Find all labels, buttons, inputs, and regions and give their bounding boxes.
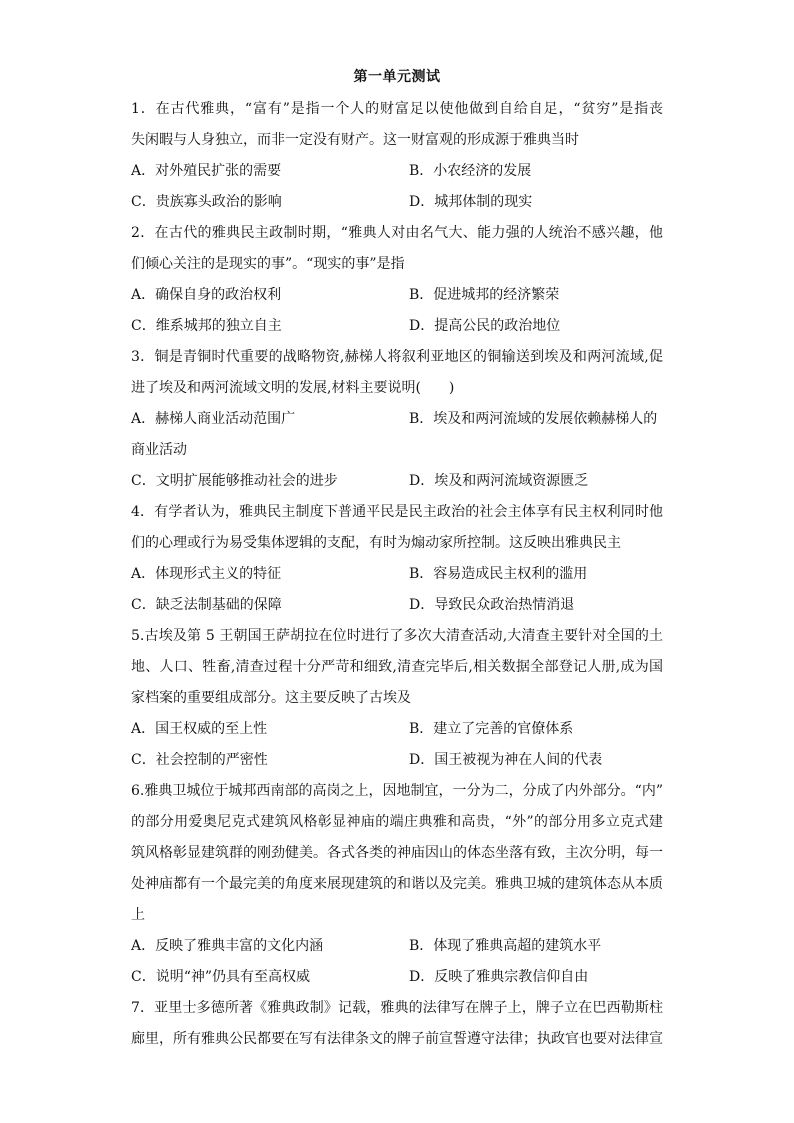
q4-option-c: C．缺乏法制基础的保障	[131, 597, 282, 613]
q2-stem-line-2: 们倾心关注的是现实的事”。“现实的事”是指	[131, 256, 405, 272]
q3-option-a: A．赫梯人商业活动范围广	[131, 411, 296, 427]
q5-option-a: A．国王权威的至上性	[131, 721, 268, 737]
q2-option-b: B．促进城邦的经济繁荣	[409, 287, 560, 303]
q5-option-c: C．社会控制的严密性	[131, 752, 268, 768]
q7-stem-line-2: 廊里，所有雅典公民都要在写有法律条文的牌子前宣誓遵守法律；执政官也要对法律宣	[131, 1031, 663, 1047]
q7-stem-line-1: 7．亚里士多德所著《雅典政制》记载，雅典的法律写在牌子上，牌子立在巴西勒斯柱	[131, 1000, 663, 1016]
q3-stem-line-1: 3．铜是青铜时代重要的战略物资,赫梯人将叙利亚地区的铜输送到埃及和两河流域,促	[131, 349, 663, 365]
q6-option-c: C．说明“神”仍具有至高权威	[131, 969, 311, 985]
q1-stem-line-2: 失闲暇与人身独立，而非一定没有财产。这一财富观的形成源于雅典当时	[131, 132, 579, 148]
q4-option-b: B．容易造成民主权利的滥用	[409, 566, 588, 582]
page-title: 第一单元测试	[353, 69, 441, 85]
q2-option-c: C．维系城邦的独立自主	[131, 318, 282, 334]
q6-stem-line-5: 上	[131, 907, 145, 923]
q2-option-d: D．提高公民的政治地位	[409, 318, 561, 334]
q6-stem-line-1: 6.雅典卫城位于城邦西南部的高岗之上，因地制宜，一分为二，分成了内外部分。“内”	[131, 783, 663, 799]
q4-option-d: D．导致民众政治热情消退	[409, 597, 575, 613]
q6-option-b: B．体现了雅典高超的建筑水平	[409, 938, 602, 954]
q5-stem-line-1: 5.古埃及第 5 王朝国王萨胡拉在位时进行了多次大清查活动,大清查主要针对全国的土	[131, 628, 663, 644]
q2-stem-line-1: 2．在古代的雅典民主政制时期，“雅典人对由名气大、能力强的人统治不感兴趣，他	[131, 225, 663, 241]
q3-stem-line-2: 进了埃及和两河流域文明的发展,材料主要说明( )	[131, 380, 455, 396]
q1-option-b: B．小农经济的发展	[409, 163, 532, 179]
q6-option-d: D．反映了雅典宗教信仰自由	[409, 969, 589, 985]
q6-stem-line-2: 的部分用爱奥尼克式建筑风格彰显神庙的端庄典雅和高贵，“外”的部分用多立克式建	[131, 814, 663, 830]
q3-option-b: B．埃及和两河流域的发展依赖赫梯人的	[409, 411, 658, 427]
q5-option-b: B．建立了完善的官僚体系	[409, 721, 574, 737]
q2-option-a: A．确保自身的政治权利	[131, 287, 282, 303]
q3-option-d: D．埃及和两河流域资源匮乏	[409, 473, 589, 489]
q1-stem-line-1: 1．在古代雅典，“富有”是指一个人的财富足以使他做到自给自足，“贫穷”是指丧	[131, 101, 663, 117]
q1-option-d: D．城邦体制的现实	[409, 194, 533, 210]
q4-option-a: A．体现形式主义的特征	[131, 566, 282, 582]
q1-option-a: A．对外殖民扩张的需要	[131, 163, 282, 179]
q5-stem-line-3: 家档案的重要组成部分。这主要反映了古埃及	[131, 690, 411, 706]
q5-stem-line-2: 地、人口、牲畜,清查过程十分严苛和细致,清查完毕后,相关数据全部登记人册,成为国	[131, 659, 663, 675]
q5-option-d: D．国王被视为神在人间的代表	[409, 752, 603, 768]
q1-option-c: C．贵族寡头政治的影响	[131, 194, 282, 210]
q3-option-b-continued: 商业活动	[131, 442, 187, 458]
q4-stem-line-2: 们的心理或行为易受集体逻辑的支配，有时为煽动家所控制。这反映出雅典民主	[131, 535, 621, 551]
q6-option-a: A．反映了雅典丰富的文化内涵	[131, 938, 324, 954]
q6-stem-line-4: 处神庙都有一个最完美的角度来展现建筑的和谐以及完美。雅典卫城的建筑体态从本质	[131, 876, 663, 892]
q4-stem-line-1: 4．有学者认为，雅典民主制度下普通平民是民主政治的社会主体享有民主权利同时他	[131, 504, 663, 520]
q3-option-c: C．文明扩展能够推动社会的进步	[131, 473, 338, 489]
q6-stem-line-3: 筑风格彰显建筑群的刚劲健美。各式各类的神庙因山的体态坐落有致，主次分明，每一	[131, 845, 663, 861]
